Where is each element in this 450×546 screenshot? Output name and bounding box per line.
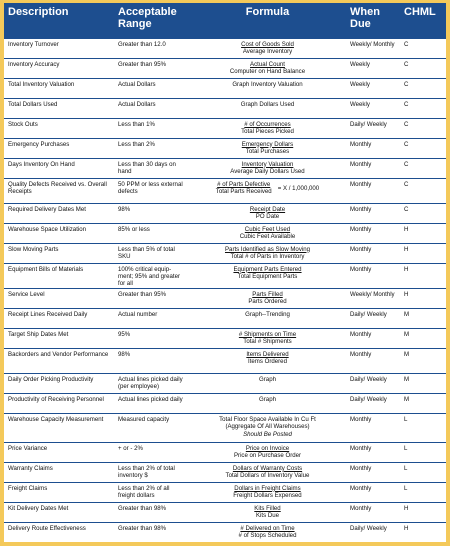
table-row [4,158,446,178]
formula-denominator: # of Stops Scheduled [238,532,297,540]
range-cell: Actual Dollars [114,98,189,118]
description-cell: Backorders and Vendor Performance [4,348,114,373]
formula-text: Graph [259,375,276,383]
range-cell: Greater than 95% [114,288,189,308]
header-when-due: When Due [346,3,400,38]
chml-cell: C [400,158,446,178]
table-row [4,308,446,328]
formula-numerator: Price on Invoice [245,444,290,452]
table-row [4,38,446,58]
description-cell: Inventory Turnover [4,38,114,58]
formula-numerator: Cubic Feet Used [244,225,291,233]
chml-cell: H [400,502,446,522]
chml-cell: C [400,58,446,78]
range-cell: Greater than 98% [114,502,189,522]
formula-denominator: Computer on Hand Balance [229,67,306,75]
chml-cell: C [400,178,446,203]
when-due-cell: Monthly [346,178,400,203]
when-due-cell: Monthly [346,482,400,502]
formula-denominator: Total # of Parts in Inventory [230,252,305,260]
formula-denominator: Price on Purchase Order [233,452,302,460]
fraction [239,525,297,540]
table-row [4,393,446,413]
formula-numerator: Equipment Parts Entered [233,265,302,273]
table-row [4,328,446,348]
range-cell: Greater than 98% [114,522,189,542]
range-cell: 98% [114,203,189,223]
formula-denominator: Total Equipment Parts [237,272,298,280]
when-due-cell: Monthly [346,442,400,462]
formula-denominator: Kits Due [255,512,279,520]
formula-cell [189,223,346,243]
when-due-cell: Monthly [346,413,400,442]
table-row [4,203,446,223]
formula-note: Should Be Posted [243,430,292,438]
formula-numerator: Emergency Dollars [241,140,294,148]
header-chml: CHML [400,3,446,38]
table-row [4,78,446,98]
formula-cell [189,138,346,158]
formula-denominator: Average Inventory [242,47,293,55]
chml-cell: H [400,288,446,308]
table-row [4,462,446,482]
formula-cell [189,38,346,58]
chml-cell: M [400,348,446,373]
formula-numerator: Actual Count [250,60,285,68]
description-cell: Quality Defects Received vs. Overall Receipts [4,178,114,203]
formula-denominator: Items Ordered [248,358,287,366]
when-due-cell: Monthly [346,223,400,243]
fraction [241,121,294,136]
table-row [4,522,446,542]
formula-cell [189,328,346,348]
range-cell: Less than 1% [114,118,189,138]
table-row [4,502,446,522]
fraction [246,351,288,366]
description-cell: Warehouse Capacity Measurement [4,413,114,442]
chml-cell: M [400,308,446,328]
range-cell: Less than 30 days on hand [114,158,189,178]
chml-cell: C [400,38,446,58]
fraction [233,266,301,281]
table-row [4,288,446,308]
chml-cell: C [400,118,446,138]
when-due-cell: Weekly/ Monthly [346,288,400,308]
formula-cell [189,413,346,442]
when-due-cell: Monthly [346,158,400,178]
description-cell: Days Inventory On Hand [4,158,114,178]
formula-cell [189,263,346,288]
formula-denominator: PO Date [255,212,280,220]
formula-numerator: # Shipments on Time [238,330,297,338]
formula-denominator: Cubic Feet Available [239,232,296,240]
formula-numerator: Parts Identified as Slow Moving [224,245,310,253]
kpi-table [4,3,446,542]
when-due-cell: Monthly [346,263,400,288]
formula-denominator: Total Purchases [245,147,290,155]
description-cell: Required Delivery Dates Met [4,203,114,223]
formula-numerator: Dollars of Warranty Costs [232,464,303,472]
description-cell: Total Dollars Used [4,98,114,118]
description-cell: Service Level [4,288,114,308]
table-body [4,38,446,542]
range-cell: Actual lines picked daily [114,393,189,413]
formula-numerator: Kits Filled [254,504,281,512]
table-row [4,178,446,203]
formula-denominator: Total # Shipments [243,338,292,346]
formula-numerator: Receipt Date [249,205,286,213]
formula-numerator: Dollars in Freight Claims [234,484,301,492]
formula-text: Total Floor Space Available In Cu Ft [219,415,316,423]
when-due-cell: Monthly [346,502,400,522]
formula-cell [189,178,346,203]
chml-cell: H [400,243,446,263]
table-row [4,118,446,138]
table-row [4,413,446,442]
description-cell: Daily Order Picking Productivity [4,373,114,393]
when-due-cell: Daily/ Weekly [346,373,400,393]
table-row [4,348,446,373]
range-cell: 98% [114,348,189,373]
description-cell: Target Ship Dates Met [4,328,114,348]
chml-cell: H [400,223,446,243]
range-cell: 85% or less [114,223,189,243]
table-row [4,243,446,263]
description-cell: Total Inventory Valuation [4,78,114,98]
formula-denominator: Total Pieces Picked [241,127,294,135]
description-cell: Slow Moving Parts [4,243,114,263]
formula-text: Graph Dollars Used [240,100,295,108]
range-cell: Less than 2% [114,138,189,158]
header-acceptable-range: Acceptable Range [114,3,189,38]
formula-cell [189,462,346,482]
range-cell: 50 PPM or less external defects [114,178,189,203]
table-row [4,442,446,462]
table-row [4,263,446,288]
header-description: Description [4,3,114,38]
range-cell: Measured capacity [114,413,189,442]
when-due-cell: Monthly [346,348,400,373]
when-due-cell: Daily/ Weekly [346,522,400,542]
chml-cell: L [400,462,446,482]
chml-cell: H [400,263,446,288]
header-row [4,3,446,38]
when-due-cell: Monthly [346,203,400,223]
fraction [248,291,286,306]
formula-cell [189,78,346,98]
table-row [4,58,446,78]
when-due-cell: Daily/ Weekly [346,393,400,413]
formula-cell [189,393,346,413]
chml-cell: L [400,482,446,502]
chml-cell: C [400,138,446,158]
formula-cell [189,482,346,502]
fraction [230,161,304,176]
description-cell: Delivery Route Effectiveness [4,522,114,542]
formula-numerator: # of Parts Defective [217,180,271,188]
range-cell: + or - 2% [114,442,189,462]
chml-cell: C [400,78,446,98]
formula-denominator: Total Parts Received [215,187,272,195]
range-cell: Actual Dollars [114,78,189,98]
when-due-cell: Weekly [346,58,400,78]
formula-cell [189,98,346,118]
range-cell: Greater than 95% [114,58,189,78]
formula-cell [189,58,346,78]
description-cell: Emergency Purchases [4,138,114,158]
formula-cell [189,203,346,223]
range-cell: Actual lines picked daily (per employee) [114,373,189,393]
range-cell: 95% [114,328,189,348]
description-cell: Kit Delivery Dates Met [4,502,114,522]
when-due-cell: Weekly/ Monthly [346,38,400,58]
range-cell: Greater than 12.0 [114,38,189,58]
formula-multiplier: = X / 1,000,000 [277,184,320,192]
table-row [4,98,446,118]
when-due-cell: Weekly [346,78,400,98]
formula-numerator: # Delivered on Time [240,524,295,532]
chml-cell: L [400,442,446,462]
formula-cell [189,308,346,328]
fraction [240,226,295,241]
description-cell: Stock Outs [4,118,114,138]
formula-text-2: (Aggregate Of All Warehouses) [225,423,310,431]
fraction [254,505,280,520]
when-due-cell: Daily/ Weekly [346,308,400,328]
when-due-cell: Weekly [346,98,400,118]
fraction [242,141,293,156]
formula-cell [189,373,346,393]
formula-numerator: # of Occurrences [244,120,291,128]
formula-denominator: Total Dollars of Inventory Value [225,472,310,480]
fraction [230,61,305,76]
table-row [4,223,446,243]
chml-cell: M [400,373,446,393]
description-cell: Warehouse Space Utilization [4,223,114,243]
when-due-cell: Monthly [346,462,400,482]
description-cell: Equipment Bills of Materials [4,263,114,288]
range-cell: 100% critical equip-ment; 95% and greater for all [114,263,189,288]
formula-denominator: Freight Dollars Expensed [233,492,302,500]
description-cell: Warranty Claims [4,462,114,482]
chml-cell: M [400,393,446,413]
table-row [4,373,446,393]
formula-denominator: Average Daily Dollars Used [230,167,305,175]
formula-numerator: Cost of Goods Sold [241,40,294,48]
when-due-cell: Monthly [346,243,400,263]
chml-cell: C [400,98,446,118]
when-due-cell: Monthly [346,328,400,348]
chml-cell: L [400,413,446,442]
description-cell: Inventory Accuracy [4,58,114,78]
formula-cell [189,158,346,178]
formula-text: Graph [259,395,276,403]
formula-cell [189,288,346,308]
fraction [226,465,310,480]
range-cell: Actual number [114,308,189,328]
header-formula: Formula [189,3,346,38]
table-row [4,482,446,502]
range-cell: Less than 2% of all freight dollars [114,482,189,502]
chml-cell: C [400,203,446,223]
chml-cell: H [400,522,446,542]
formula-cell [189,243,346,263]
formula-cell [189,118,346,138]
description-cell: Price Variance [4,442,114,462]
description-cell: Freight Claims [4,482,114,502]
formula-text: Graph Inventory Valuation [232,80,303,88]
formula-numerator: Items Delivered [246,350,289,358]
description-cell: Productivity of Receiving Personnel [4,393,114,413]
range-cell: Less than 2% of total inventory $ [114,462,189,482]
description-cell: Receipt Lines Received Daily [4,308,114,328]
when-due-cell: Monthly [346,138,400,158]
chml-cell: M [400,328,446,348]
fraction [250,206,285,221]
fraction [239,331,296,346]
fraction [233,485,301,500]
fraction [234,445,301,460]
fraction [225,246,310,261]
formula-text: Graph--Trending [245,310,290,318]
table-row [4,138,446,158]
fraction [216,181,272,196]
formula-cell [189,502,346,522]
formula-numerator: Parts Filled [252,290,283,298]
when-due-cell: Daily/ Weekly [346,118,400,138]
formula-cell [189,442,346,462]
formula-numerator: Inventory Valuation [241,160,294,168]
formula-denominator: Parts Ordered [248,298,287,306]
fraction [241,41,294,56]
range-cell: Less than 5% of total SKU [114,243,189,263]
formula-cell [189,522,346,542]
formula-cell [189,348,346,373]
